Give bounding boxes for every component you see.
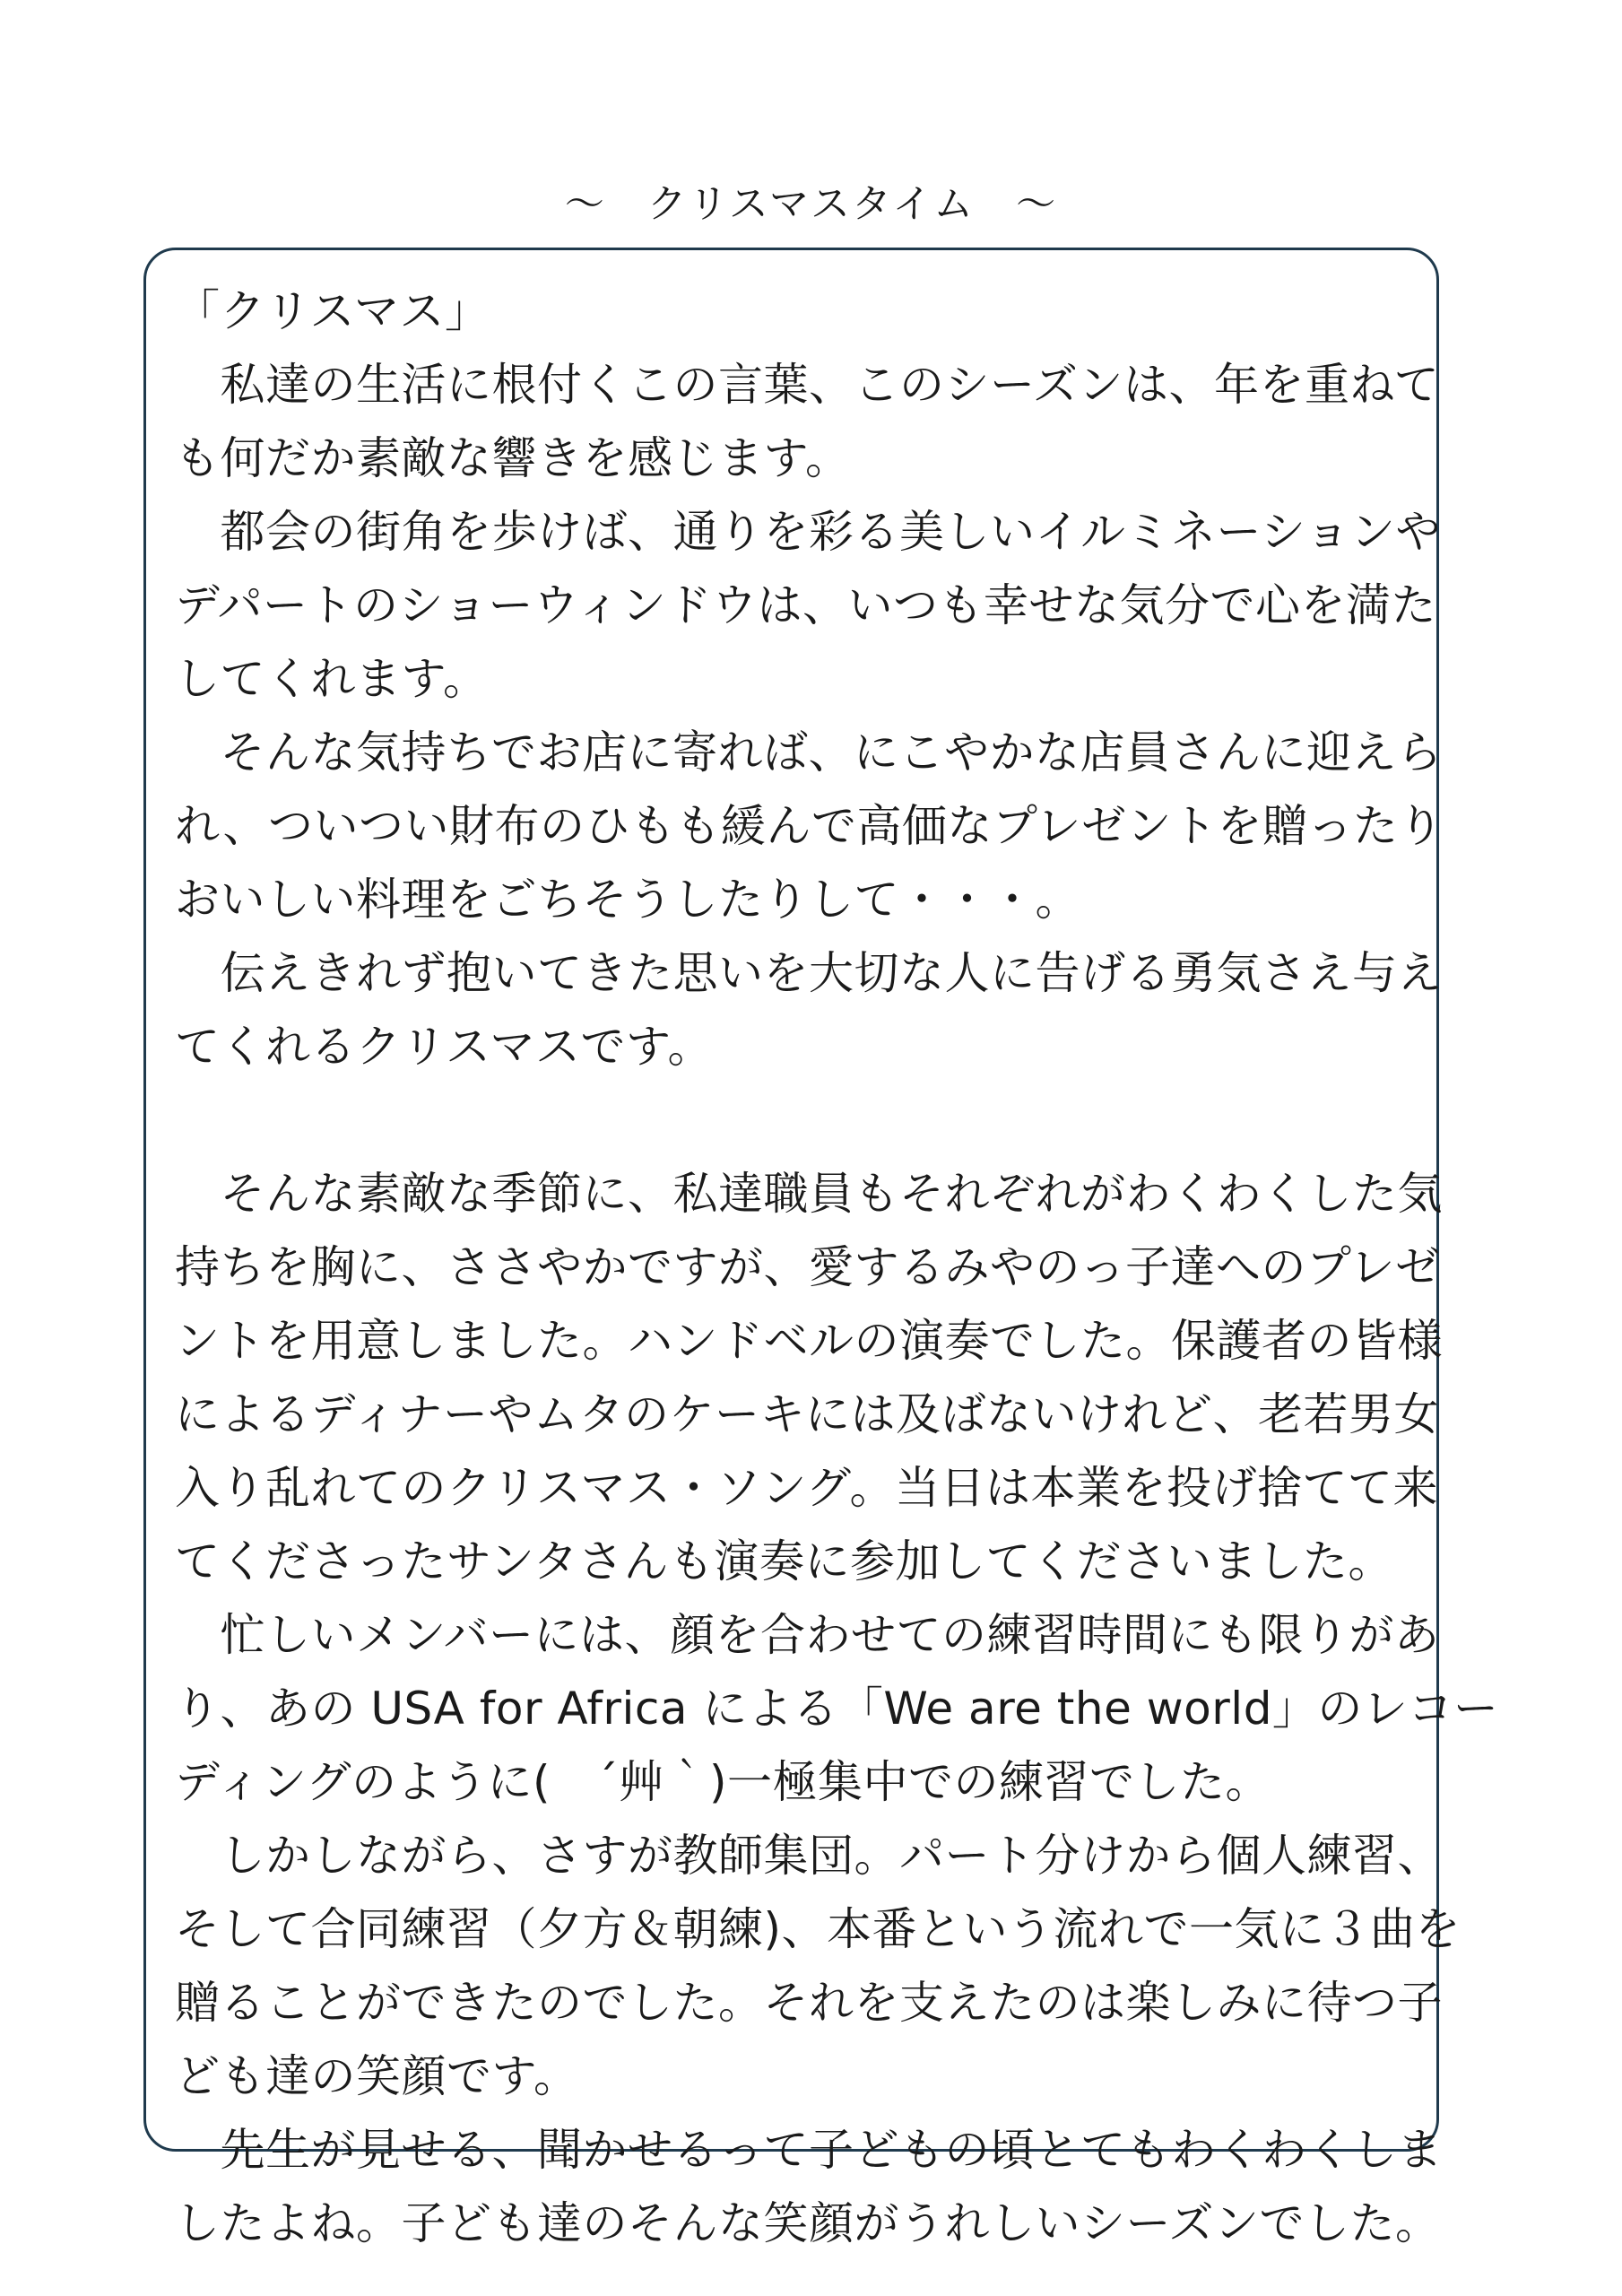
text-line: てくれるクリスマスです。 — [175, 1021, 713, 1073]
paragraph-gap — [175, 1083, 1412, 1157]
text-line: 持ちを胸に、ささやかですが、愛するみやのっ子達へのプレゼ — [175, 1241, 1441, 1293]
text-line: おいしい料理をごちそうしたりして・・・。 — [175, 874, 1080, 926]
text-line: そんな気持ちでお店に寄れば、にこやかな店員さんに迎えら — [175, 726, 1443, 778]
text-line: 都会の街角を歩けば、通りを彩る美しいイルミネーションや — [175, 506, 1441, 558]
text-line: ども達の笑顔です。 — [175, 2050, 579, 2102]
page-title: ～ クリスマスタイム ～ — [564, 181, 1058, 227]
text-line: 私達の生活に根付くこの言葉、このシーズンは、年を重ねて — [175, 359, 1440, 411]
text-line: れ、ついつい財布のひもも緩んで高価なプレゼントを贈ったり — [175, 800, 1444, 852]
text-line: してくれます。 — [175, 653, 489, 705]
text-line: そして合同練習（夕方＆朝練)、本番という流れで一気に３曲を — [175, 1903, 1462, 1955]
text-line: デパートのショーウィンドウは、いつも幸せな気分で心を満た — [175, 579, 1436, 631]
text-line: ディングのように( ´艸｀)一極集中での練習でした。 — [175, 1756, 1271, 1808]
text-line: 伝えきれず抱いてきた思いを大切な人に告げる勇気さえ与え — [175, 947, 1443, 999]
text-line: によるディナーやムタのケーキには及ばないけれど、老若男女 — [175, 1388, 1439, 1440]
article-body — [175, 274, 1499, 2260]
text-line: 先生が見せる、聞かせるって子どもの頃とてもわくわくしま — [175, 2124, 1443, 2176]
text-line: 入り乱れてのクリスマス・ソング。当日は本業を投げ捨てて来 — [175, 1462, 1438, 1514]
text-line: しかしながら、さすが教師集団。パート分けから個人練習、 — [175, 1830, 1443, 1882]
text-line: したよね。子ども達のそんな笑顔がうれしいシーズンでした。 — [175, 2197, 1441, 2249]
text-line: そんな素敵な季節に、私達職員もそれぞれがわくわくした気 — [175, 1168, 1443, 1220]
text-line: てくださったサンタさんも演奏に参加してくださいました。 — [175, 1535, 1393, 1587]
text-line: 「クリスマス」 — [175, 285, 490, 337]
text-line: も何だか素敵な響きを感じます。 — [175, 432, 851, 484]
text-line: り、あの USA for Africa による「We are the world」のレコー — [175, 1683, 1499, 1735]
text-line: 贈ることができたのでした。それを支えたのは楽しみに待つ子 — [175, 1977, 1443, 2029]
text-line: 忙しいメンバーには、顔を合わせての練習時間にも限りがあ — [175, 1609, 1440, 1661]
text-line: ントを用意しました。ハンドベルの演奏でした。保護者の皆様 — [175, 1315, 1443, 1367]
